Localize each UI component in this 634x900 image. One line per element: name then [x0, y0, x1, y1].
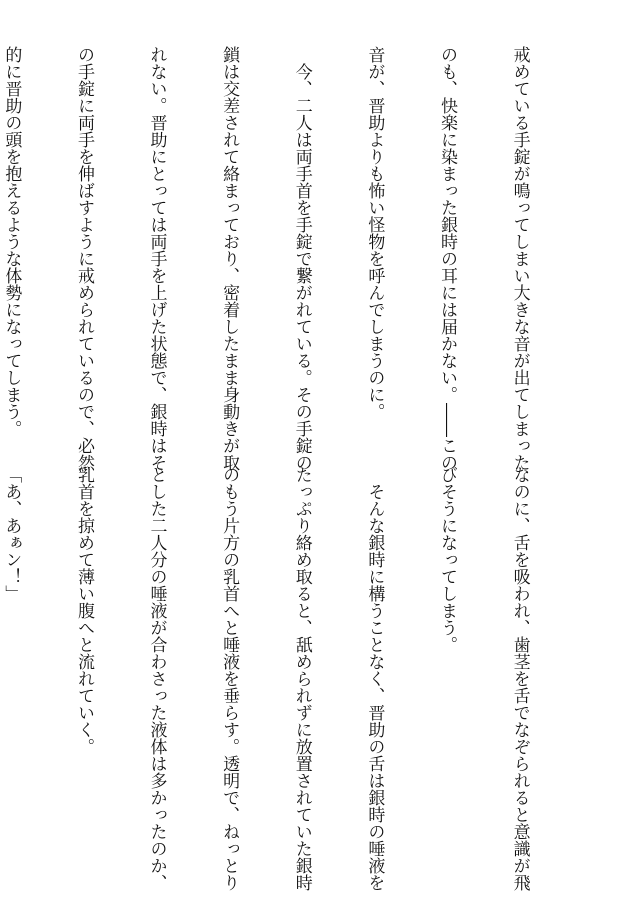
- text-line: のも、快楽に染まった銀時の耳には届かない。――この: [436, 46, 457, 471]
- text-line: の手錠に両手を伸ばすように戒められているので、必然: [73, 46, 94, 471]
- text-line: とした二人分の唾液が合わさった液体は多かったのか、: [146, 466, 167, 891]
- text-line: 「あ、あぁン！」: [1, 466, 22, 602]
- text-line: れない。晋助にとっては両手を上げた状態で、銀時はそ: [146, 46, 167, 471]
- text-line: そんな銀時に構うことなく、晋助の舌は銀時の唾液を: [364, 466, 385, 891]
- text-line: のもう片方の乳首へと唾液を垂らす。透明で、ねっとり: [219, 466, 240, 891]
- upper-text-block: [1, 46, 580, 471]
- text-line: 乳首を掠めて薄い腹へと流れていく。: [73, 466, 94, 755]
- text-line: 戒めている手錠が鳴ってしまい大きな音が出てしまった: [509, 46, 530, 471]
- text-line: なのに、舌を吸われ、歯茎を舌でなぞられると意識が飛: [509, 466, 530, 891]
- text-line: びそうになってしまう。: [436, 466, 457, 653]
- lower-text-block: [1, 466, 580, 891]
- text-line: 鎖は交差されて絡まっており、密着したまま身動きが取: [219, 46, 240, 471]
- text-line: 音が、晋助よりも怖い怪物を呼んでしまうのに。: [364, 46, 385, 420]
- text-line: たっぷり絡め取ると、舐められずに放置されていた銀時: [291, 466, 312, 891]
- text-line: 的に晋助の頭を抱えるような体勢になってしまう。: [1, 46, 22, 437]
- text-line: 今、二人は両手首を手錠で繋がれている。その手錠の: [291, 46, 312, 471]
